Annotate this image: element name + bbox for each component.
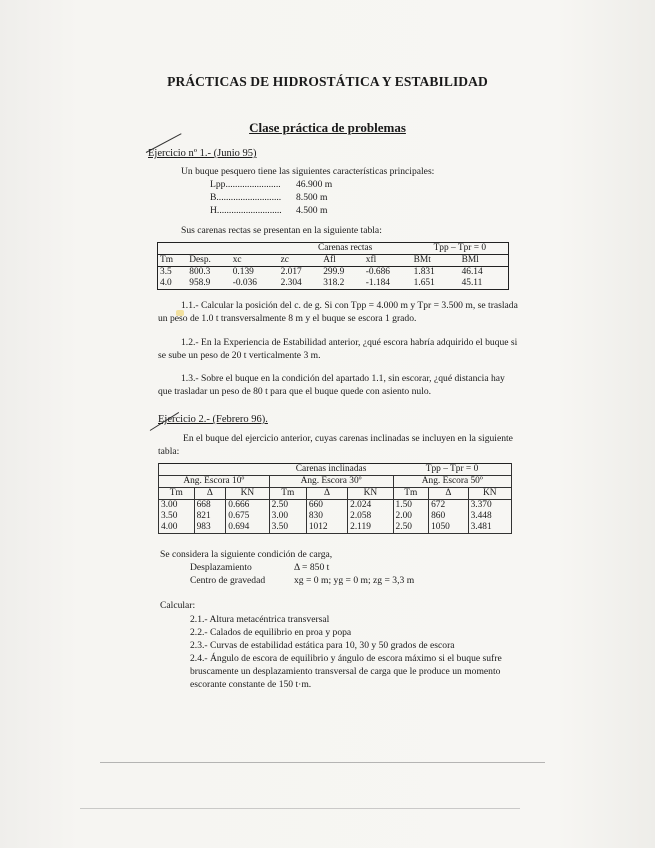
calc-item-2-1: 2.1.- Altura metacéntrica transversal	[190, 614, 330, 625]
table-cell: 1.50	[393, 500, 429, 512]
cog-value: xg = 0 m; yg = 0 m; zg = 3,3 m	[294, 575, 415, 586]
displacement-label: Desplazamiento	[190, 562, 252, 573]
exercise-2-heading: Ejercicio 2.- (Febrero 96).	[158, 414, 268, 425]
exercise-1-intro: Un buque pesquero tiene las siguientes características principales:	[181, 166, 435, 177]
table-row	[159, 511, 512, 522]
question-1-1-cont: un peso de 1.0 t transversalmente 8 m y el buque se escora 1 grado.	[158, 313, 417, 324]
table-cell: 1050	[429, 522, 468, 534]
scan-artifact	[100, 762, 545, 763]
table-cell: -0.036	[232, 278, 257, 288]
table-cell: 958.9	[189, 278, 211, 288]
table-cell: 830	[306, 511, 347, 522]
table-cell: 3.481	[468, 522, 511, 534]
load-condition-intro: Se considera la siguiente condición de carga,	[160, 549, 333, 560]
table-header-row	[159, 488, 512, 500]
calculate-label: Calcular:	[160, 600, 196, 611]
displacement-value: Δ = 850 t	[294, 562, 330, 573]
table-cell: 4.0	[160, 278, 172, 288]
col-header: zc	[279, 255, 322, 267]
calc-item-2-2: 2.2.- Calados de equilibrio en proa y popa	[190, 627, 352, 638]
group-header: Ang. Escora 30º	[269, 476, 393, 488]
table-cell: -0.686	[365, 267, 390, 277]
col-header: Δ	[306, 488, 347, 500]
table-cell: 1.651	[413, 278, 435, 288]
table-cell: 0.675	[226, 511, 269, 522]
calc-item-2-4: 2.4.- Ángulo de escora de equilibrio y ángulo de escora máximo si el buque sufre	[190, 653, 502, 664]
col-header: xc	[231, 255, 279, 267]
col-header: Δ	[194, 488, 226, 500]
question-1-2: 1.2.- En la Experiencia de Estabilidad anterior, ¿qué escora habría adquirido el buque si	[181, 337, 518, 348]
question-1-3: 1.3.- Sobre el buque en la condición del apartado 1.1, sin escorar, ¿qué distancia hay	[181, 373, 505, 384]
col-header: BMl	[460, 255, 509, 267]
group-header-row	[159, 476, 512, 488]
calc-item-2-3: 2.3.- Curvas de estabilidad estática para 10, 30 y 50 grados de escora	[190, 640, 455, 651]
col-header: KN	[348, 488, 393, 500]
table-cell: 3.370	[468, 500, 511, 512]
table-cell: 672	[429, 500, 468, 512]
col-header: Afl	[321, 255, 364, 267]
table-cell: 3.448	[468, 511, 511, 522]
col-header: xfl	[364, 255, 412, 267]
table-row	[158, 267, 509, 279]
table-cell: 2.058	[348, 511, 393, 522]
table-cell: 3.50	[269, 522, 306, 534]
col-header: BMt	[412, 255, 460, 267]
table-cell: 0.666	[226, 500, 269, 512]
table-cell: 3.00	[269, 511, 306, 522]
table-cell: 821	[194, 511, 226, 522]
table-cell: 2.119	[348, 522, 393, 534]
exercise-1-heading: Ejercicio nº 1.- (Junio 95)	[148, 148, 257, 159]
table-cell: 4.00	[159, 522, 195, 534]
table-condition: Tpp – Tpr = 0	[412, 243, 509, 255]
col-header: KN	[226, 488, 269, 500]
table-cell: 2.017	[280, 267, 302, 277]
table-cell: 2.50	[269, 500, 306, 512]
exercise-2-intro: En el buque del ejercicio anterior, cuyas carenas inclinadas se incluyen en la siguiente	[183, 433, 513, 444]
table-cell: 1012	[306, 522, 347, 534]
table-cell: -1.184	[365, 278, 390, 288]
table-row	[158, 278, 509, 290]
scan-artifact	[80, 808, 520, 809]
question-1-1: 1.1.- Calcular la posición del c. de g. Si con Tpp = 4.000 m y Tpr = 3.500 m, se traslada	[181, 300, 518, 311]
table-cell: 45.11	[461, 278, 483, 288]
dimension-row: B........................... 8.500 m	[210, 192, 328, 203]
table-cell: 46.14	[461, 267, 483, 277]
table-cell: 3.00	[159, 500, 195, 512]
col-header: Tm	[269, 488, 306, 500]
table-cell: 299.9	[323, 267, 345, 277]
table-condition: Tpp – Tpr = 0	[393, 464, 511, 476]
cog-label: Centro de gravedad	[190, 575, 266, 586]
question-1-3-cont: que trasladar un peso de 80 t para que el buque quede con asiento nulo.	[158, 386, 432, 397]
col-header: KN	[468, 488, 511, 500]
group-header: Ang. Escora 50º	[393, 476, 511, 488]
col-header: Δ	[429, 488, 468, 500]
col-header: Tm	[393, 488, 429, 500]
table-cell: 660	[306, 500, 347, 512]
calc-item-2-4-cont: escorante constante de 150 t·m.	[190, 679, 312, 690]
table-cell: 3.50	[159, 511, 195, 522]
table-cell: 318.2	[323, 278, 345, 288]
table-row	[159, 500, 512, 512]
table-cell: 2.024	[348, 500, 393, 512]
table-cell: 2.304	[280, 278, 302, 288]
table-cell: 668	[194, 500, 226, 512]
col-header: Desp.	[187, 255, 230, 267]
col-header: Tm	[158, 255, 188, 267]
group-header: Ang. Escora 10º	[159, 476, 270, 488]
table-cell: 800.3	[189, 267, 211, 277]
calc-item-2-4-cont: bruscamente un desplazamiento transversal de carga que le produce un momento	[190, 666, 501, 677]
table-cell: 860	[429, 511, 468, 522]
section-title: Clase práctica de problemas	[249, 120, 406, 135]
principal-dimensions	[210, 179, 332, 218]
table-cell: 0.139	[232, 267, 254, 277]
dimension-row: Lpp....................... 46.900 m	[210, 179, 333, 190]
table-1-intro: Sus carenas rectas se presentan en la siguiente tabla:	[181, 225, 382, 236]
table-cell: 3.5	[160, 267, 172, 277]
table-row	[159, 522, 512, 534]
question-1-2-cont: se sube un peso de 20 t verticalmente 3 m.	[158, 350, 321, 361]
exercise-2-intro-cont: tabla:	[158, 446, 180, 457]
col-header: Tm	[159, 488, 195, 500]
table-cell: 0.694	[226, 522, 269, 534]
table-cell: 983	[194, 522, 226, 534]
inclined-hulls-table	[158, 463, 512, 534]
dimension-row: H........................... 4.500 m	[210, 205, 328, 216]
table-cell: 2.50	[393, 522, 429, 534]
upright-hulls-table	[157, 242, 509, 290]
table-cell: 2.00	[393, 511, 429, 522]
document-title: PRÁCTICAS DE HIDROSTÁTICA Y ESTABILIDAD	[167, 74, 488, 89]
table-cell: 1.831	[413, 267, 435, 277]
table-header-row	[158, 255, 509, 267]
table-title: Carenas rectas	[279, 243, 412, 255]
table-title: Carenas inclinadas	[295, 464, 367, 474]
